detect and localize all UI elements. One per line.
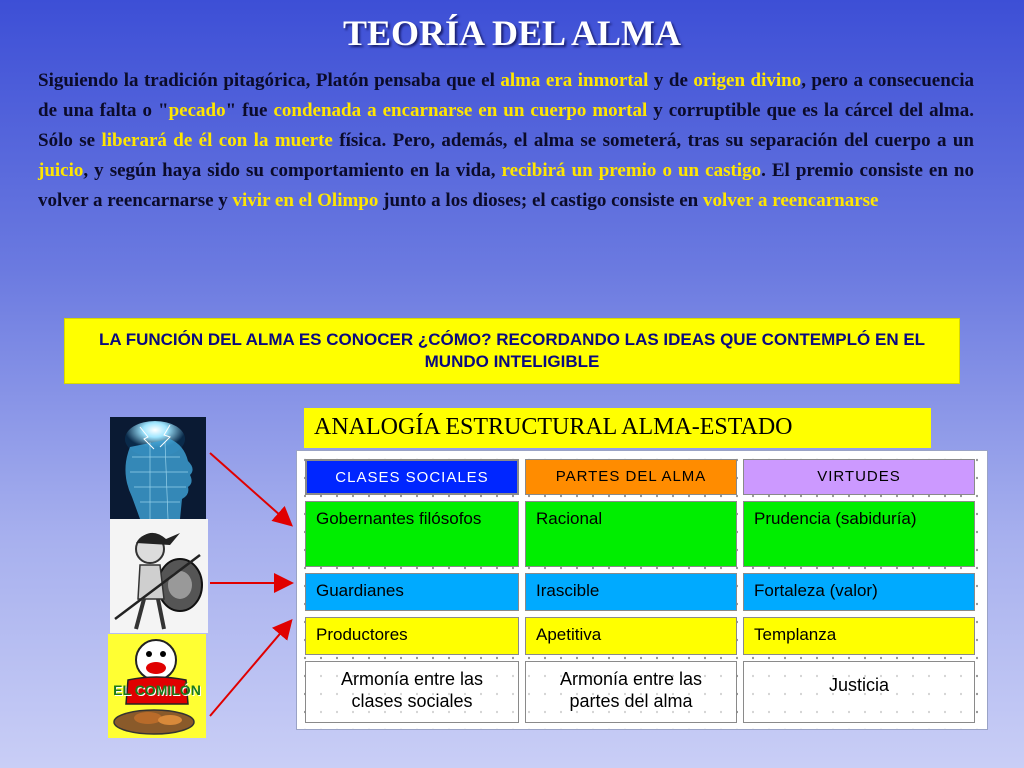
highlight-text: pecado [168, 100, 226, 121]
cell-productores: Productores [305, 617, 519, 655]
header-partes-alma: PARTES DEL ALMA [525, 459, 737, 495]
paragraph-text: y corruptible que es la cárcel del alma. Sólo se [38, 100, 974, 151]
cell-prudencia: Prudencia (sabiduría) [743, 501, 975, 567]
glowing-head-icon [110, 417, 206, 519]
cell-templanza: Templanza [743, 617, 975, 655]
paragraph-text: y de [648, 70, 694, 91]
cell-armonia-alma: Armonía entre las partes del alma [525, 661, 737, 723]
cell-irascible: Irascible [525, 573, 737, 611]
paragraph-text: física. Pero, además, el alma se someterá, tras su separación del cuerpo a un [332, 130, 974, 151]
paragraph-text: Siguiendo la tradición pitagórica, Platón pensaba que el [38, 70, 501, 91]
paragraph-text: . El premio consiste en no volver a reencarnarse y [38, 160, 974, 211]
cell-racional: Racional [525, 501, 737, 567]
paragraph-text: , pero a consecuencia de una falta o " [38, 70, 974, 121]
paragraph-text: " fue [225, 100, 274, 121]
arrow-3 [210, 622, 290, 716]
glutton-label: EL COMILÓN [113, 682, 201, 698]
paragraph-text: junto a los dioses; el castigo consiste en [378, 190, 703, 211]
cell-guardianes: Guardianes [305, 573, 519, 611]
cell-gobernantes: Gobernantes filósofos [305, 501, 519, 567]
glutton-icon [108, 634, 206, 738]
paragraph-text: , y según haya sido su comportamiento en la vida, [83, 160, 502, 181]
analogy-table [296, 450, 988, 730]
highlight-text: juicio [38, 160, 84, 181]
page-title: TEORÍA DEL ALMA [342, 13, 682, 53]
highlight-text: recibirá un premio o un castigo [501, 160, 762, 181]
cell-fortaleza: Fortaleza (valor) [743, 573, 975, 611]
highlight-text: alma era inmortal [500, 70, 649, 91]
highlight-text: liberará de él con la muerte [101, 130, 333, 151]
cell-justicia: Justicia [743, 661, 975, 723]
function-of-soul-text: LA FUNCIÓN DEL ALMA ES CONOCER ¿CÓMO? RECORDANDO LAS IDEAS QUE CONTEMPLÓ EN EL MUNDO INTELIGIBLE [98, 330, 926, 371]
intro-paragraph [38, 66, 974, 216]
cell-apetitiva: Apetitiva [525, 617, 737, 655]
highlight-text: origen divino [693, 70, 802, 91]
arrow-1 [210, 453, 290, 524]
cell-armonia-clases: Armonía entre las clases sociales [305, 661, 519, 723]
header-virtudes: VIRTUDES [743, 459, 975, 495]
highlight-text: volver a reencarnarse [702, 190, 879, 211]
warrior-icon [110, 519, 208, 633]
function-of-soul-box [64, 318, 960, 384]
highlight-text: condenada a encarnarse en un cuerpo mortal [273, 100, 648, 121]
analogy-title: ANALOGÍA ESTRUCTURAL ALMA-ESTADO [304, 408, 931, 448]
header-clases-sociales: CLASES SOCIALES [305, 459, 519, 495]
highlight-text: vivir en el Olimpo [232, 190, 379, 211]
